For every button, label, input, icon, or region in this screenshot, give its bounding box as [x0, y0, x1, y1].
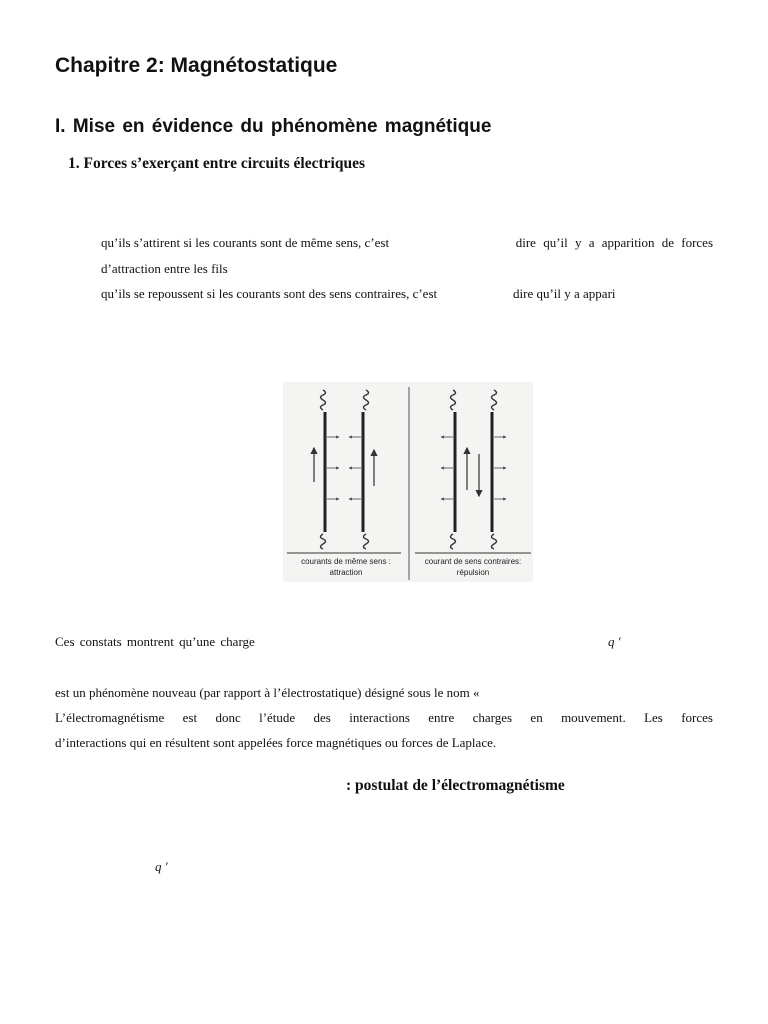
paragraph-line-3-word: l’étude: [259, 710, 296, 725]
chapter-title: Chapitre 2: Magnétostatique: [55, 54, 338, 77]
caption-right-1: courant de sens contraires:: [424, 557, 522, 566]
figure-wires-forces: [283, 382, 533, 582]
left-panel-attraction: [287, 390, 401, 553]
paragraph-line-2: est un phénomène nouveau (par rapport à l’électrostatique) désigné sous le nom «: [55, 685, 480, 700]
paragraph-line-3-word: forces: [681, 710, 713, 725]
subsection-heading: 1. Forces s’exerçant entre circuits électriques: [68, 155, 365, 172]
caption-left-2: attraction: [329, 568, 363, 577]
paragraph-line-3-word: charges: [472, 710, 513, 725]
right-panel-repulsion: [415, 390, 531, 553]
bullet-1-text-right: dire qu’il y a apparition de forces: [515, 235, 713, 250]
paragraph-line-3-word: L’électromagnétisme: [55, 710, 165, 725]
paragraph-line-3-word: est: [182, 710, 198, 725]
paragraph-line-3-word: entre: [428, 710, 455, 725]
paragraph-line-3-word: interactions: [349, 710, 410, 725]
bullet-1-line-2: d’attraction entre les fils: [101, 261, 228, 276]
caption-left-1: courants de même sens :: [301, 557, 391, 566]
paragraph-line-3-word: mouvement.: [561, 710, 626, 725]
bullet-1-line-1: [101, 235, 713, 251]
caption-right-2: répulsion: [456, 568, 490, 577]
paragraph-line-3-word: Les: [644, 710, 663, 725]
paragraph-line-1: Ces constats montrent qu’une charge: [55, 634, 255, 649]
section-heading: I. Mise en évidence du phénomène magnétique: [55, 116, 492, 137]
paragraph-line-3: [55, 710, 713, 726]
paragraph-line-3-word: des: [313, 710, 331, 725]
paragraph-line-3-word: en: [530, 710, 543, 725]
bottom-q-prime: q ′: [155, 859, 168, 874]
bullet-2-text-left: qu’ils se repoussent si les courants sont des sens contraires, c’est: [101, 286, 438, 301]
paragraph-line-3-word: donc: [215, 710, 241, 725]
postulat-heading: : postulat de l’électromagnétisme: [346, 777, 565, 794]
bullet-2-text-right: dire qu’il y a appari: [513, 286, 616, 301]
figure-svg: [283, 382, 533, 582]
paragraph-line-4: d’interactions qui en résultent sont appelées force magnétiques ou forces de Laplace.: [55, 735, 497, 750]
paragraph-q-prime: q ′: [608, 634, 621, 649]
bullet-1-text-left: qu’ils s’attirent si les courants sont de même sens, c’est: [101, 235, 390, 250]
